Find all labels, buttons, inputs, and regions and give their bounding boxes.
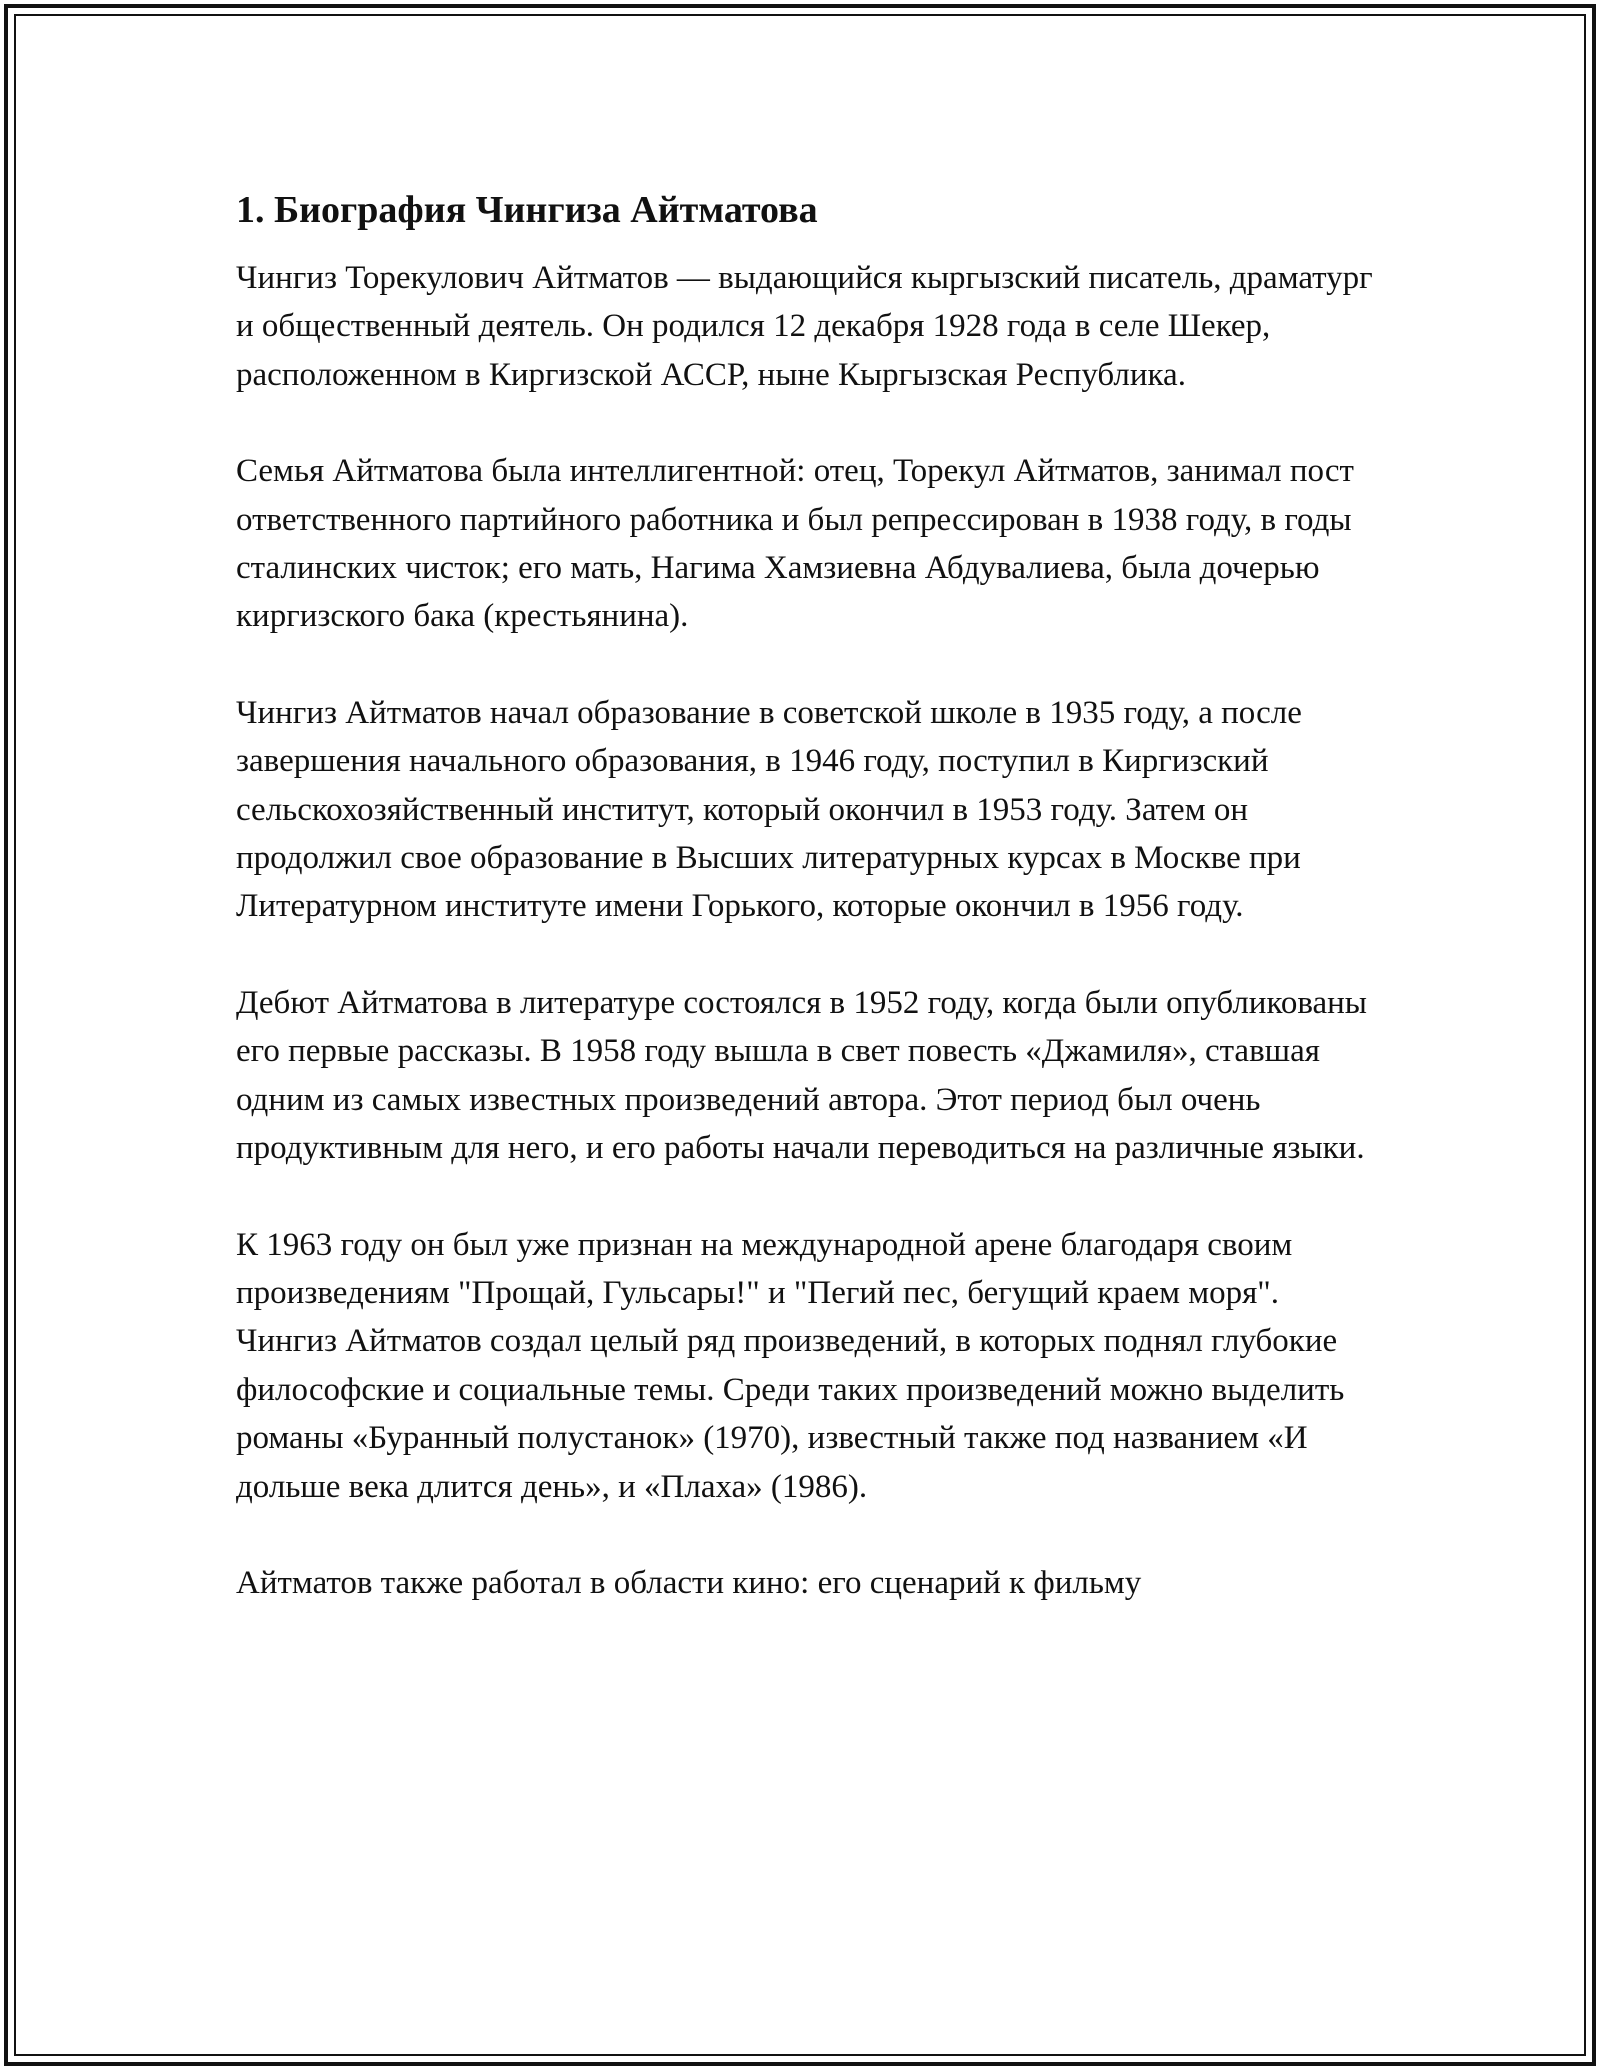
paragraph-debut: Дебют Айтматова в литературе состоялся в 1952 году, когда были опубликованы его первые рассказы. В 1958 году вышла в свет повесть «Джамиля», ставшая одним из самых известных произведений автора. Этот период был очень продуктивным для него, и его работы начали переводиться на различные языки.: [236, 984, 1367, 1167]
paragraph-birth: Чингиз Торекулович Айтматов — выдающийся кыргызский писатель, драматург и общественный деятель. Он родился 12 декабря 1928 года в селе Шекер, расположенном в Киргизской АССР, ныне Кыргызская Республика.: [236, 260, 1373, 393]
paragraph-recognition: К 1963 году он был уже признан на международной арене благодаря своим произведениям "Прощай, Гульсары!" и "Пегий пес, бегущий краем моря". Чингиз Айтматов создал целый ряд произведений, в которых поднял глубокие философские и социальные темы. Среди таких произведений можно выделить романы «Буранный полустанок» (1970), известный также под названием «И дольше века длится день», и «Плаха» (1986).: [236, 1226, 1345, 1505]
document-page: [236, 186, 1376, 1655]
paragraph-family: Семья Айтматова была интеллигентной: отец, Торекул Айтматов, занимал пост ответственного партийного работника и был репрессирован в 1938 году, в годы сталинских чисток; его мать, Нагима Хамзиевна Абдувалиева, была дочерью киргизского бака (крестьянина).: [236, 453, 1354, 635]
paragraph-cinema: Айтматов также работал в области кино: его сценарий к фильму: [236, 1564, 1142, 1601]
section-heading: 1. Биография Чингиза Айтматова: [236, 189, 818, 231]
paragraph-education: Чингиз Айтматов начал образование в советской школе в 1935 году, а после завершения начального образования, в 1946 году, поступил в Киргизский сельскохозяйственный институт, который окончил в 1953 году. Затем он продолжил свое образование в Высших литературных курсах в Москве при Литературном институте имени Горького, которые окончил в 1956 году.: [236, 694, 1302, 925]
